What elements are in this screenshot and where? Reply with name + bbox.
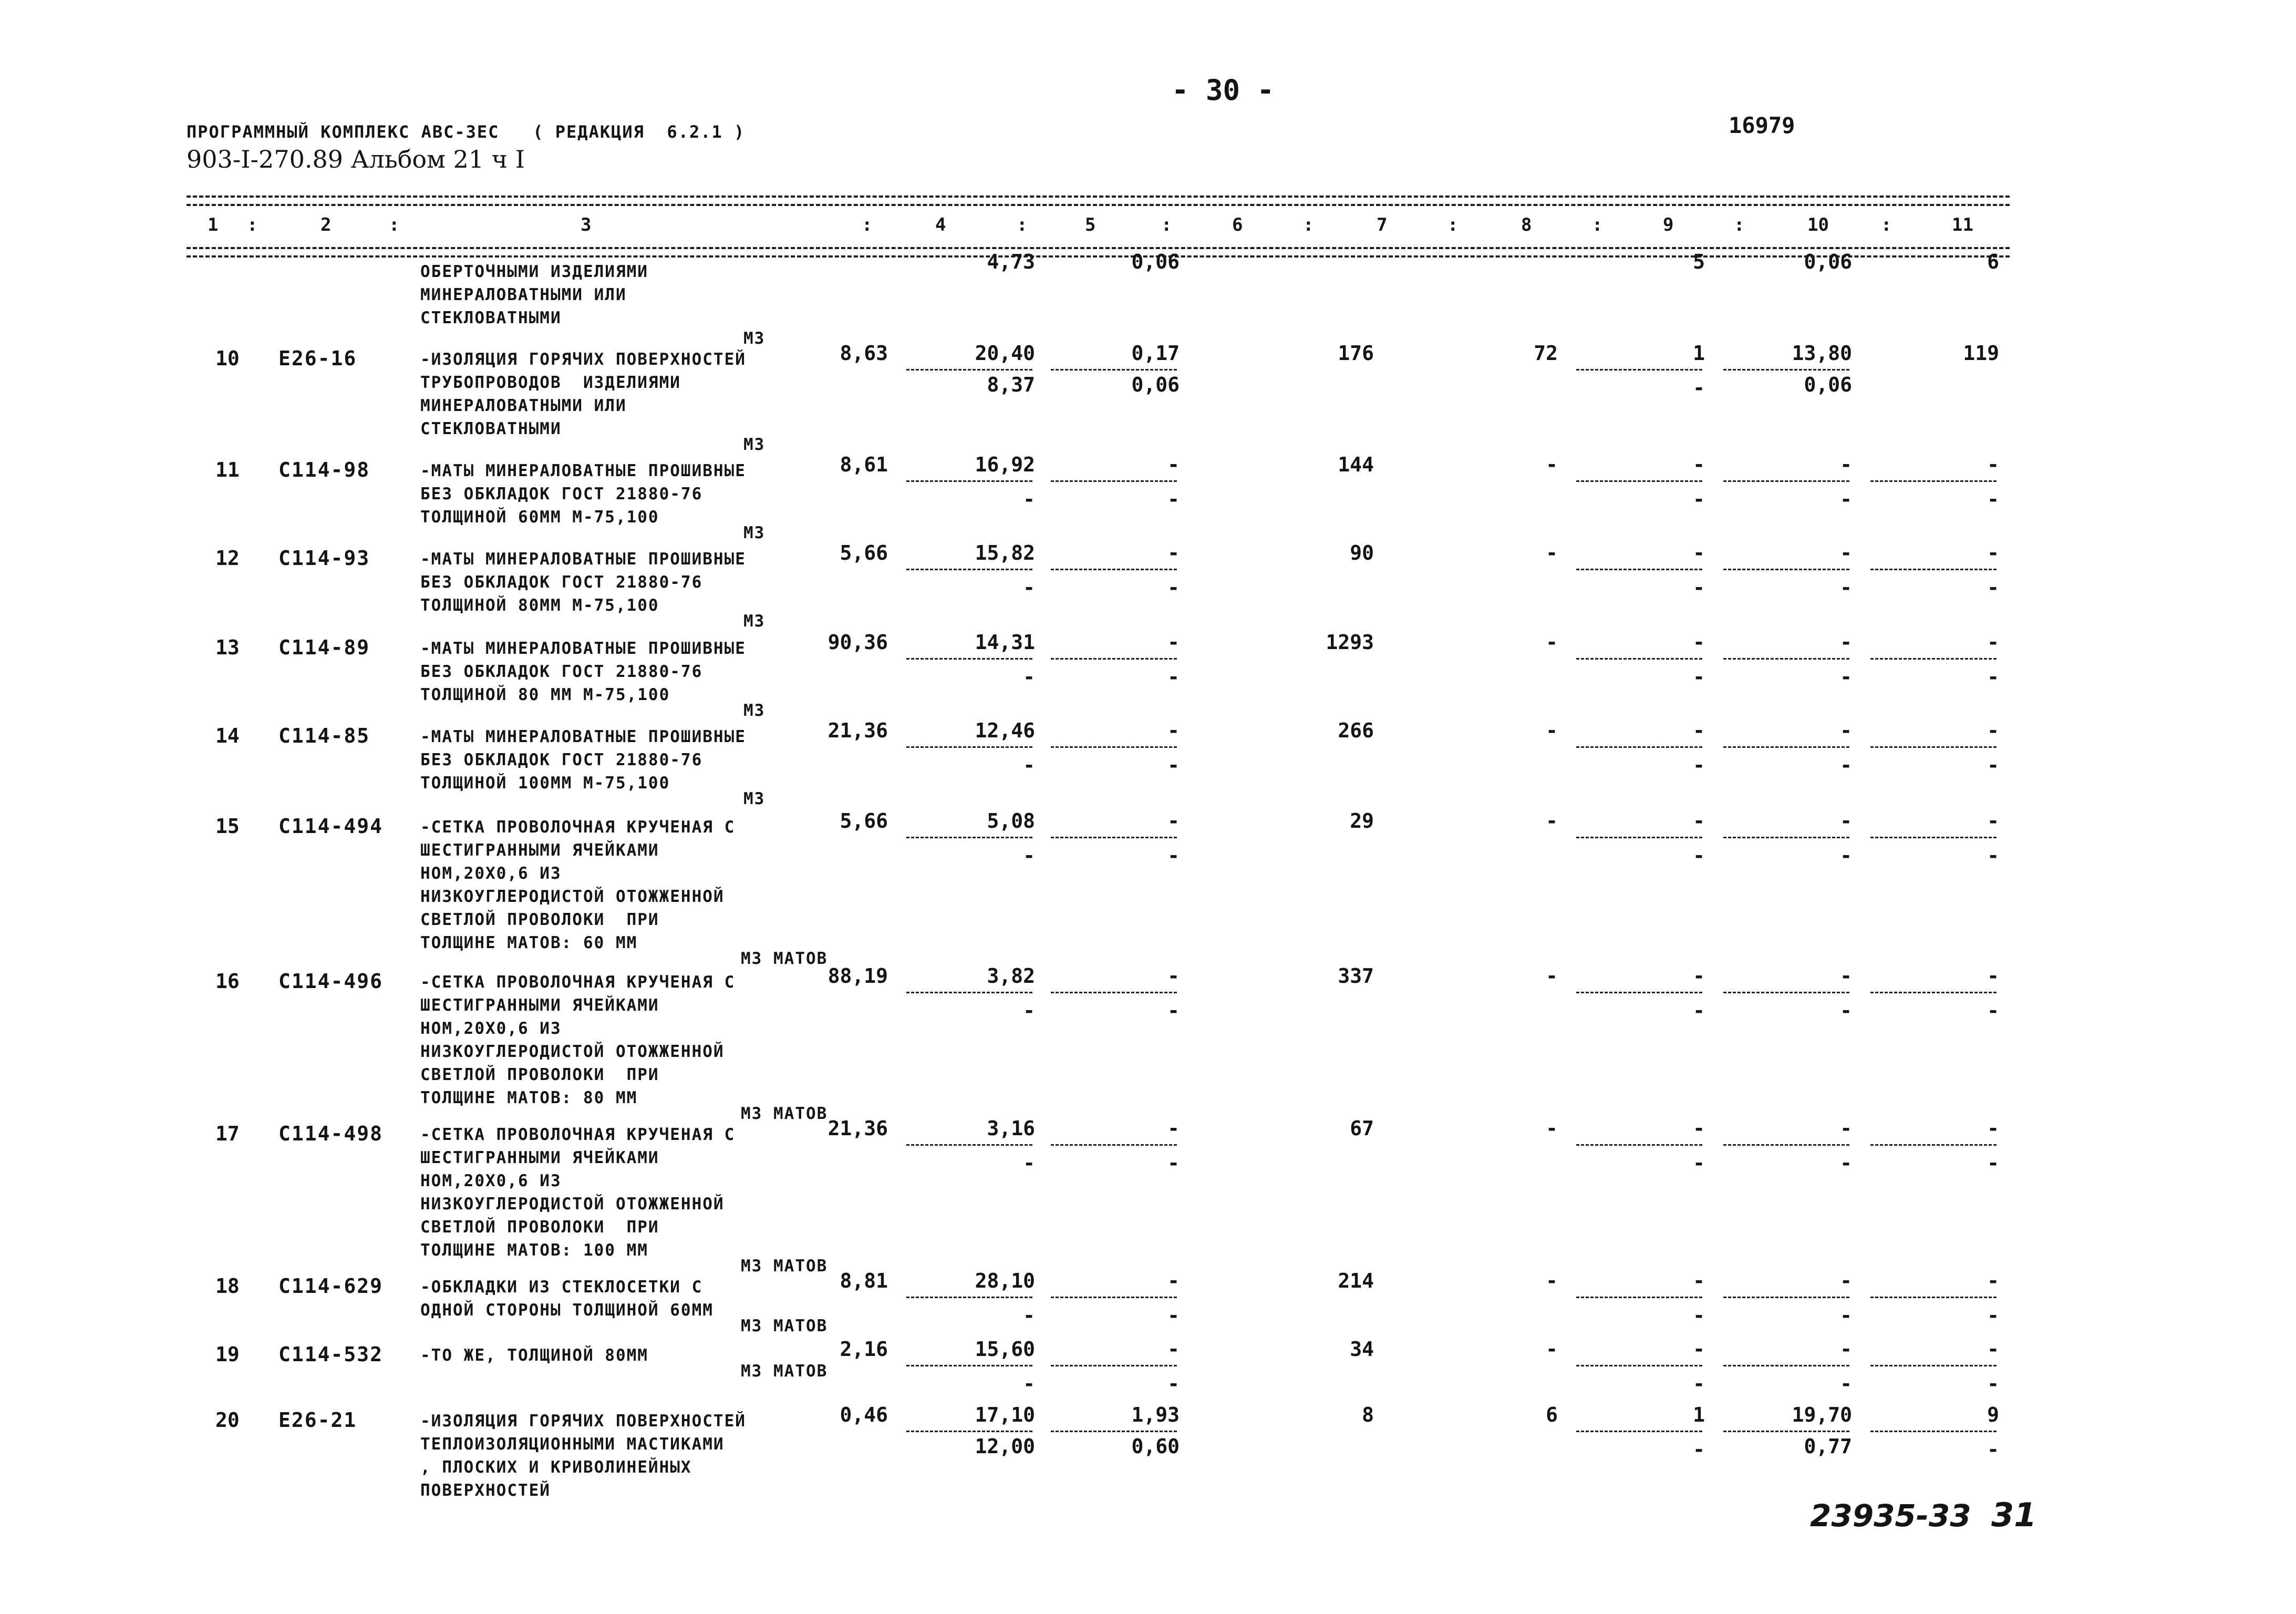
- row-number: 16: [215, 970, 240, 993]
- cell-divider-line: [1576, 746, 1702, 748]
- cell-col-10: 0,06: [1804, 250, 1852, 273]
- row-description: ОБЕРТОЧНЫМИ ИЗДЕЛИЯМИ МИНЕРАЛОВАТНЫМИ ИЛИ СТЕКЛОВАТНЫМИ: [420, 262, 648, 327]
- column-separator: :: [1592, 214, 1603, 235]
- cell-col-6-secondary: -: [1167, 754, 1180, 777]
- cell-col-5-secondary: 12,00: [975, 1435, 1035, 1458]
- cell-col-5: 5,08: [987, 809, 1035, 832]
- column-separator: :: [1447, 214, 1459, 235]
- cell-divider-line: [1576, 569, 1702, 570]
- row-code: С114-496: [278, 970, 384, 993]
- cell-divider-line: [1576, 1431, 1702, 1432]
- cell-col-10-secondary: -: [1840, 844, 1852, 867]
- cell-divider-line: [1723, 992, 1849, 993]
- cell-col-9: -: [1693, 964, 1705, 988]
- cell-divider-line: [906, 1365, 1032, 1366]
- column-header-6: 6: [1232, 214, 1243, 235]
- table-top-rule-2: [187, 204, 2010, 206]
- cell-divider-line: [1051, 569, 1177, 570]
- cell-col-5-secondary: -: [1023, 844, 1035, 867]
- cell-col-5-secondary: 8,37: [987, 373, 1035, 396]
- cell-col-11: -: [1987, 453, 1999, 476]
- row-number: 19: [215, 1343, 240, 1366]
- row-unit: М3 МАТОВ: [741, 1104, 828, 1123]
- cell-divider-line: [1723, 1431, 1849, 1432]
- cell-col-10: -: [1840, 631, 1852, 654]
- row-code: С114-629: [278, 1274, 384, 1298]
- cell-divider-line: [1576, 658, 1702, 660]
- cell-col-6: 0,17: [1131, 342, 1180, 365]
- cell-col-5: 15,60: [975, 1338, 1035, 1361]
- cell-col-5: 28,10: [975, 1269, 1035, 1292]
- cell-col-11-secondary: -: [1987, 488, 1999, 511]
- cell-col-5-secondary: -: [1023, 754, 1035, 777]
- cell-divider-line: [1051, 1297, 1177, 1298]
- cell-col-11: 9: [1987, 1403, 1999, 1426]
- page-number: - 30 -: [1172, 74, 1275, 107]
- cell-divider-line: [1723, 746, 1849, 748]
- cell-divider-line: [1723, 1297, 1849, 1298]
- cell-divider-line: [906, 837, 1032, 838]
- handwritten-sheet-number: 31: [1991, 1496, 2037, 1534]
- cell-col-10-secondary: -: [1840, 999, 1852, 1022]
- cell-col-9-secondary: -: [1693, 576, 1705, 599]
- cell-col-9-secondary: -: [1693, 1304, 1705, 1327]
- cell-col-6-secondary: -: [1167, 999, 1180, 1022]
- cell-divider-line: [1870, 1144, 1997, 1146]
- column-separator: :: [389, 214, 400, 235]
- cell-col-9: -: [1693, 719, 1705, 742]
- cell-col-4: 8,81: [840, 1269, 888, 1292]
- row-number: 20: [215, 1409, 240, 1432]
- cell-col-5: 20,40: [975, 342, 1035, 365]
- cell-col-6: -: [1167, 1269, 1180, 1292]
- cell-col-8: -: [1546, 453, 1558, 476]
- cell-col-6: -: [1167, 631, 1180, 654]
- cell-col-9-secondary: -: [1693, 844, 1705, 867]
- cell-divider-line: [1870, 569, 1997, 570]
- cell-col-9-secondary: -: [1693, 665, 1705, 688]
- row-unit: М3: [743, 612, 766, 631]
- cell-divider-line: [1051, 1431, 1177, 1432]
- cell-col-7: 34: [1350, 1338, 1374, 1361]
- row-number: 12: [215, 547, 240, 570]
- row-code: Е26-21: [278, 1409, 357, 1432]
- row-unit: М3 МАТОВ: [741, 1362, 828, 1381]
- cell-divider-line: [1723, 480, 1849, 482]
- cell-col-10: 13,80: [1792, 342, 1852, 365]
- cell-col-10-secondary: -: [1840, 488, 1852, 511]
- cell-col-9: -: [1693, 1269, 1705, 1292]
- cell-col-7: 8: [1362, 1403, 1374, 1426]
- column-header-11: 11: [1952, 214, 1973, 235]
- column-header-10: 10: [1807, 214, 1829, 235]
- row-unit: М3 МАТОВ: [741, 1257, 828, 1276]
- cell-col-6: -: [1167, 1117, 1180, 1140]
- cell-divider-line: [1870, 992, 1997, 993]
- cell-col-7: 1293: [1326, 631, 1374, 654]
- cell-col-7: 214: [1338, 1269, 1374, 1292]
- cell-col-6: 1,93: [1131, 1403, 1180, 1426]
- cell-col-11: -: [1987, 1269, 1999, 1292]
- row-code: С114-532: [278, 1343, 384, 1366]
- table-top-rule: [187, 196, 2010, 198]
- cell-col-11-secondary: -: [1987, 844, 1999, 867]
- cell-divider-line: [906, 480, 1032, 482]
- cell-col-8: -: [1546, 631, 1558, 654]
- cell-col-4: 90,36: [828, 631, 888, 654]
- column-separator: :: [1303, 214, 1314, 235]
- cell-col-10-secondary: -: [1840, 1372, 1852, 1395]
- cell-col-9: 5: [1693, 250, 1705, 273]
- cell-divider-line: [1723, 837, 1849, 838]
- cell-divider-line: [906, 569, 1032, 570]
- cell-col-4: 21,36: [828, 719, 888, 742]
- column-header-1: 1: [208, 214, 219, 235]
- cell-col-11: -: [1987, 719, 1999, 742]
- cell-col-11: -: [1987, 541, 1999, 564]
- cell-col-5-secondary: -: [1023, 999, 1035, 1022]
- cell-divider-line: [1723, 658, 1849, 660]
- row-code: С114-498: [278, 1122, 384, 1145]
- row-unit: М3: [743, 701, 766, 720]
- row-number: 13: [215, 636, 240, 659]
- cell-divider-line: [1723, 1144, 1849, 1146]
- cell-col-8: -: [1546, 1269, 1558, 1292]
- cell-col-7: 29: [1350, 809, 1374, 832]
- row-description: -ТО ЖЕ, ТОЛЩИНОЙ 80ММ: [420, 1346, 648, 1365]
- cell-col-9: -: [1693, 631, 1705, 654]
- cell-col-10: 19,70: [1792, 1403, 1852, 1426]
- row-description: -МАТЫ МИНЕРАЛОВАТНЫЕ ПРОШИВНЫЕ БЕЗ ОБКЛАДОК ГОСТ 21880-76 ТОЛЩИНОЙ 60ММ М-75,100: [420, 461, 746, 527]
- row-code: С114-89: [278, 636, 370, 659]
- cell-divider-line: [1051, 992, 1177, 993]
- cell-divider-line: [1051, 480, 1177, 482]
- cell-col-11-secondary: -: [1987, 576, 1999, 599]
- cell-col-10: -: [1840, 719, 1852, 742]
- cell-col-9-secondary: -: [1693, 376, 1705, 399]
- cell-col-5: 4,73: [987, 250, 1035, 273]
- cell-col-7: 337: [1338, 964, 1374, 988]
- document-code: 16979: [1729, 112, 1795, 138]
- cell-col-8: -: [1546, 719, 1558, 742]
- cell-col-7: 90: [1350, 541, 1374, 564]
- cell-col-5-secondary: -: [1023, 1152, 1035, 1175]
- cell-col-5-secondary: -: [1023, 1304, 1035, 1327]
- cell-col-6: -: [1167, 809, 1180, 832]
- program-header-line: ПРОГРАММНЫЙ КОМПЛЕКС АВС-ЗЕС ( РЕДАКЦИЯ 6.2.1 ): [187, 122, 746, 142]
- cell-col-6: 0,06: [1131, 250, 1180, 273]
- row-description: -СЕТКА ПРОВОЛОЧНАЯ КРУЧЕНАЯ С ШЕСТИГРАННЫМИ ЯЧЕЙКАМИ НОМ,20Х0,6 ИЗ НИЗКОУГЛЕРОДИСТОЙ ОТОЖЖЕННОЙ СВЕТЛОЙ ПРОВОЛОКИ ПРИ ТОЛЩИНЕ МАТОВ: 100 ММ: [420, 1125, 736, 1260]
- cell-divider-line: [1870, 1365, 1997, 1366]
- cell-col-8: -: [1546, 1338, 1558, 1361]
- cell-col-10-secondary: -: [1840, 1304, 1852, 1327]
- column-separator: :: [1881, 214, 1892, 235]
- cell-col-9: -: [1693, 1117, 1705, 1140]
- cell-divider-line: [906, 992, 1032, 993]
- cell-col-11: -: [1987, 1338, 1999, 1361]
- cell-col-4: 8,61: [840, 453, 888, 476]
- cell-divider-line: [1723, 569, 1849, 570]
- row-unit: М3: [743, 329, 766, 348]
- row-description: -ОБКЛАДКИ ИЗ СТЕКЛОСЕТКИ С ОДНОЙ СТОРОНЫ ТОЛЩИНОЙ 60ММ: [420, 1278, 713, 1320]
- cell-divider-line: [1870, 658, 1997, 660]
- cell-col-8: -: [1546, 964, 1558, 988]
- cell-col-6: -: [1167, 541, 1180, 564]
- cell-col-10: -: [1840, 809, 1852, 832]
- cell-divider-line: [1870, 746, 1997, 748]
- cell-col-6-secondary: -: [1167, 1304, 1180, 1327]
- cell-col-9-secondary: -: [1693, 1372, 1705, 1395]
- cell-col-5: 3,16: [987, 1117, 1035, 1140]
- cell-col-6-secondary: -: [1167, 844, 1180, 867]
- column-header-5: 5: [1085, 214, 1096, 235]
- cell-divider-line: [906, 746, 1032, 748]
- cell-col-10: -: [1840, 1117, 1852, 1140]
- cell-col-11: -: [1987, 1117, 1999, 1140]
- cell-col-10-secondary: -: [1840, 576, 1852, 599]
- column-header-4: 4: [935, 214, 946, 235]
- cell-col-10-secondary: -: [1840, 754, 1852, 777]
- cell-col-6-secondary: -: [1167, 665, 1180, 688]
- cell-col-6-secondary: -: [1167, 1372, 1180, 1395]
- cell-col-8: -: [1546, 541, 1558, 564]
- cell-col-11: 6: [1987, 250, 1999, 273]
- cell-col-10: -: [1840, 1338, 1852, 1361]
- column-header-3: 3: [581, 214, 592, 235]
- cell-divider-line: [1051, 837, 1177, 838]
- row-number: 10: [215, 347, 240, 370]
- row-unit: М3: [743, 435, 766, 454]
- cell-col-4: 5,66: [840, 809, 888, 832]
- cell-col-4: 2,16: [840, 1338, 888, 1361]
- cell-col-9: -: [1693, 541, 1705, 564]
- cell-divider-line: [906, 1431, 1032, 1432]
- cell-col-10-secondary: 0,77: [1804, 1435, 1852, 1458]
- row-number: 17: [215, 1122, 240, 1145]
- cell-col-6-secondary: 0,60: [1131, 1435, 1180, 1458]
- cell-col-8: -: [1546, 809, 1558, 832]
- cell-col-11-secondary: -: [1987, 1304, 1999, 1327]
- cell-col-6-secondary: -: [1167, 1152, 1180, 1175]
- cell-col-7: 67: [1350, 1117, 1374, 1140]
- row-unit: М3: [743, 789, 766, 808]
- header-bottom-rule: [187, 247, 2010, 249]
- cell-col-6-secondary: 0,06: [1131, 373, 1180, 396]
- cell-col-5: 12,46: [975, 719, 1035, 742]
- row-number: 11: [215, 458, 240, 481]
- cell-col-10: -: [1840, 964, 1852, 988]
- cell-col-7: 176: [1338, 342, 1374, 365]
- cell-divider-line: [906, 369, 1032, 371]
- cell-divider-line: [906, 658, 1032, 660]
- cell-col-11: -: [1987, 809, 1999, 832]
- row-code: С114-494: [278, 815, 384, 838]
- cell-col-5: 17,10: [975, 1403, 1035, 1426]
- cell-col-11-secondary: -: [1987, 1438, 1999, 1461]
- cell-col-8: -: [1546, 1117, 1558, 1140]
- column-separator: :: [1017, 214, 1028, 235]
- album-header-line: 903-I-270.89 Альбом 21 ч I: [187, 145, 525, 173]
- cell-col-8: 6: [1546, 1403, 1558, 1426]
- cell-divider-line: [1576, 1297, 1702, 1298]
- cell-divider-line: [1870, 480, 1997, 482]
- cell-col-9-secondary: -: [1693, 1152, 1705, 1175]
- cell-divider-line: [1576, 369, 1702, 371]
- column-separator: :: [247, 214, 258, 235]
- cell-col-5-secondary: -: [1023, 665, 1035, 688]
- row-code: Е26-16: [278, 347, 357, 370]
- cell-divider-line: [906, 1144, 1032, 1146]
- cell-col-10-secondary: 0,06: [1804, 373, 1852, 396]
- cell-col-10: -: [1840, 541, 1852, 564]
- row-unit: М3 МАТОВ: [741, 1317, 828, 1335]
- row-number: 14: [215, 724, 240, 747]
- cell-col-5-secondary: -: [1023, 576, 1035, 599]
- row-number: 18: [215, 1274, 240, 1298]
- cell-col-5: 14,31: [975, 631, 1035, 654]
- cell-col-10-secondary: -: [1840, 1152, 1852, 1175]
- row-description: -ИЗОЛЯЦИЯ ГОРЯЧИХ ПОВЕРХНОСТЕЙ ТЕПЛОИЗОЛЯЦИОННЫМИ МАСТИКАМИ , ПЛОСКИХ И КРИВОЛИНЕЙНЫХ ПОВЕРХНОСТЕЙ: [420, 1412, 746, 1500]
- cell-divider-line: [1051, 746, 1177, 748]
- cell-col-6-secondary: -: [1167, 576, 1180, 599]
- cell-col-4: 8,63: [840, 342, 888, 365]
- cell-col-11-secondary: -: [1987, 1372, 1999, 1395]
- row-description: -ИЗОЛЯЦИЯ ГОРЯЧИХ ПОВЕРХНОСТЕЙ ТРУБОПРОВОДОВ ИЗДЕЛИЯМИ МИНЕРАЛОВАТНЫМИ ИЛИ СТЕКЛОВАТНЫМИ: [420, 350, 746, 438]
- row-description: -МАТЫ МИНЕРАЛОВАТНЫЕ ПРОШИВНЫЕ БЕЗ ОБКЛАДОК ГОСТ 21880-76 ТОЛЩИНОЙ 80 ММ М-75,100: [420, 639, 746, 704]
- column-header-7: 7: [1377, 214, 1388, 235]
- cell-col-11: 119: [1963, 342, 1999, 365]
- column-separator: :: [862, 214, 873, 235]
- cell-col-9: -: [1693, 809, 1705, 832]
- cell-divider-line: [1576, 992, 1702, 993]
- cell-col-6-secondary: -: [1167, 488, 1180, 511]
- row-unit: М3 МАТОВ: [741, 949, 828, 968]
- row-number: 15: [215, 815, 240, 838]
- row-code: С114-85: [278, 724, 370, 747]
- cell-col-5: 3,82: [987, 964, 1035, 988]
- column-header-9: 9: [1663, 214, 1674, 235]
- cell-col-11-secondary: -: [1987, 999, 1999, 1022]
- column-header-8: 8: [1521, 214, 1532, 235]
- cell-col-11-secondary: -: [1987, 665, 1999, 688]
- row-unit: М3: [743, 523, 766, 542]
- cell-col-6: -: [1167, 1338, 1180, 1361]
- cell-divider-line: [1576, 1365, 1702, 1366]
- cell-col-11-secondary: -: [1987, 754, 1999, 777]
- cell-col-5: 16,92: [975, 453, 1035, 476]
- cell-divider-line: [1723, 1365, 1849, 1366]
- cell-divider-line: [1051, 658, 1177, 660]
- cell-col-7: 144: [1338, 453, 1374, 476]
- row-description: -МАТЫ МИНЕРАЛОВАТНЫЕ ПРОШИВНЫЕ БЕЗ ОБКЛАДОК ГОСТ 21880-76 ТОЛЩИНОЙ 100ММ М-75,100: [420, 727, 746, 793]
- cell-col-11: -: [1987, 631, 1999, 654]
- cell-col-9: 1: [1693, 1403, 1705, 1426]
- cell-divider-line: [1870, 1297, 1997, 1298]
- cell-col-9: 1: [1693, 342, 1705, 365]
- cell-col-9: -: [1693, 1338, 1705, 1361]
- cell-col-10-secondary: -: [1840, 665, 1852, 688]
- cell-col-4: 21,36: [828, 1117, 888, 1140]
- cell-col-9-secondary: -: [1693, 488, 1705, 511]
- column-separator: :: [1161, 214, 1172, 235]
- cell-col-4: 5,66: [840, 541, 888, 564]
- cell-col-5-secondary: -: [1023, 488, 1035, 511]
- row-description: -СЕТКА ПРОВОЛОЧНАЯ КРУЧЕНАЯ С ШЕСТИГРАННЫМИ ЯЧЕЙКАМИ НОМ,20Х0,6 ИЗ НИЗКОУГЛЕРОДИСТОЙ ОТОЖЖЕННОЙ СВЕТЛОЙ ПРОВОЛОКИ ПРИ ТОЛЩИНЕ МАТОВ: 80 ММ: [420, 973, 736, 1107]
- column-header-2: 2: [320, 214, 332, 235]
- cell-col-11-secondary: -: [1987, 1152, 1999, 1175]
- cell-divider-line: [1051, 1144, 1177, 1146]
- cell-col-8: 72: [1534, 342, 1558, 365]
- cell-divider-line: [1051, 369, 1177, 371]
- column-separator: :: [1734, 214, 1745, 235]
- row-description: -МАТЫ МИНЕРАЛОВАТНЫЕ ПРОШИВНЫЕ БЕЗ ОБКЛАДОК ГОСТ 21880-76 ТОЛЩИНОЙ 80ММ М-75,100: [420, 550, 746, 615]
- cell-col-6: -: [1167, 719, 1180, 742]
- cell-divider-line: [1576, 1144, 1702, 1146]
- cell-col-9-secondary: -: [1693, 754, 1705, 777]
- cell-divider-line: [906, 1297, 1032, 1298]
- handwritten-stamp-number: 23935-33: [1810, 1498, 1971, 1534]
- cell-col-4: 0,46: [840, 1403, 888, 1426]
- cell-col-7: 266: [1338, 719, 1374, 742]
- row-description: -СЕТКА ПРОВОЛОЧНАЯ КРУЧЕНАЯ С ШЕСТИГРАННЫМИ ЯЧЕЙКАМИ НОМ,20Х0,6 ИЗ НИЗКОУГЛЕРОДИСТОЙ ОТОЖЖЕННОЙ СВЕТЛОЙ ПРОВОЛОКИ ПРИ ТОЛЩИНЕ МАТОВ: 60 ММ: [420, 818, 736, 952]
- row-code: С114-93: [278, 547, 370, 570]
- cell-divider-line: [1723, 369, 1849, 371]
- cell-col-10: -: [1840, 453, 1852, 476]
- row-code: С114-98: [278, 458, 370, 481]
- cell-divider-line: [1576, 837, 1702, 838]
- cell-col-9-secondary: -: [1693, 1438, 1705, 1461]
- cell-divider-line: [1870, 1431, 1997, 1432]
- cell-col-6: -: [1167, 964, 1180, 988]
- cell-col-11: -: [1987, 964, 1999, 988]
- cell-divider-line: [1576, 480, 1702, 482]
- cell-col-10: -: [1840, 1269, 1852, 1292]
- cell-divider-line: [1051, 1365, 1177, 1366]
- cell-col-5-secondary: -: [1023, 1372, 1035, 1395]
- cell-col-6: -: [1167, 453, 1180, 476]
- cell-col-4: 88,19: [828, 964, 888, 988]
- cell-col-5: 15,82: [975, 541, 1035, 564]
- cell-divider-line: [1870, 837, 1997, 838]
- cell-col-9: -: [1693, 453, 1705, 476]
- cell-col-9-secondary: -: [1693, 999, 1705, 1022]
